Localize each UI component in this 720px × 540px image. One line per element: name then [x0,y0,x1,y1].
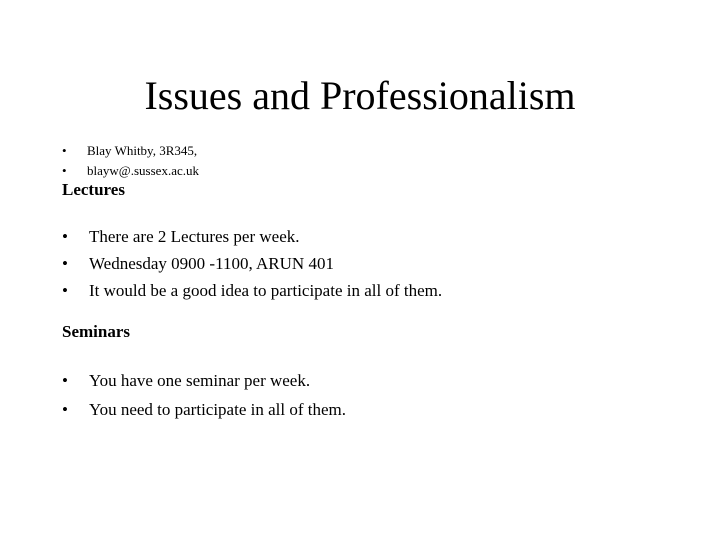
list-item [62,250,442,277]
contact-item [62,141,199,161]
list-item-text: You have one seminar per week. [89,371,311,390]
list-item [62,395,346,424]
contact-list [62,141,199,181]
bullet-icon: • [62,227,68,246]
contact-text: blayw@.sussex.ac.uk [87,163,199,178]
list-item-text: There are 2 Lectures per week. [89,227,300,246]
list-item [62,223,442,250]
bullet-icon: • [62,254,68,273]
list-item-text: Wednesday 0900 -1100, ARUN 401 [89,254,334,273]
bullet-icon: • [62,400,68,419]
bullet-icon: • [62,143,67,158]
list-item-text: It would be a good idea to participate in all of them. [89,281,443,300]
bullet-icon: • [62,281,68,300]
bullet-icon: • [62,163,67,178]
list-item [62,366,346,395]
lectures-heading: Lectures [62,180,125,199]
list-item-text: You need to participate in all of them. [89,400,346,419]
contact-item [62,161,199,181]
seminars-list [62,366,346,424]
bullet-icon: • [62,371,68,390]
list-item [62,277,442,304]
lectures-list [62,223,442,304]
slide-title: Issues and Professionalism [144,73,576,118]
seminars-heading: Seminars [62,322,130,341]
contact-text: Blay Whitby, 3R345, [87,143,198,158]
